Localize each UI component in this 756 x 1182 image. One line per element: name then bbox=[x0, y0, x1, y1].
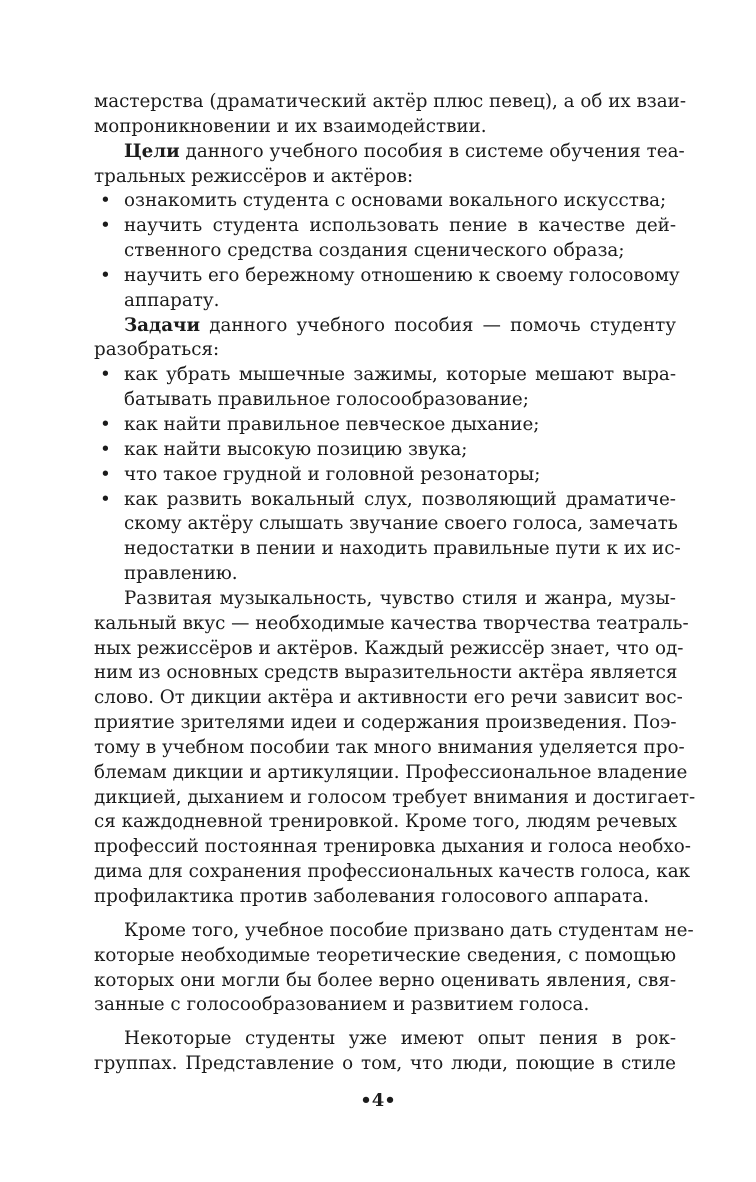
tasks-intro-text: данного учебного пособия — помочь студенту bbox=[200, 314, 676, 336]
text-line: слово. От дикции актёра и активности его речи зависит вос- bbox=[94, 687, 683, 709]
text-line: мастерства (драматический актёр плюс певец), а об их взаи- bbox=[94, 91, 687, 112]
list-item bbox=[94, 214, 676, 264]
text-line: • как найти высокую позицию звука; bbox=[94, 438, 676, 463]
text-line: • научить студента использовать пение в качестве дей- bbox=[94, 214, 676, 239]
text-line: Некоторые студенты уже имеют опыт пения в рок- bbox=[124, 1028, 676, 1050]
text-line: ся каждодневной тренировкой. Кроме того, людям речевых bbox=[94, 811, 677, 833]
tasks-heading-word: Задачи bbox=[124, 314, 200, 336]
goals-list bbox=[94, 189, 680, 313]
text-line: • как убрать мышечные зажимы, которые мешают выра- bbox=[94, 363, 676, 388]
text-line: ственного средства создания сценического образа; bbox=[124, 240, 625, 262]
text-line: кальный вкус — необходимые качества творчества театраль- bbox=[94, 612, 689, 634]
list-item bbox=[94, 463, 676, 488]
goals-intro-text: данного учебного пособия в системе обучения теа- bbox=[179, 140, 685, 162]
text-line: • ознакомить студента с основами вокального искусства; bbox=[94, 189, 676, 214]
bullet-icon: • bbox=[100, 488, 111, 510]
page-number: •4• bbox=[360, 1090, 396, 1111]
text-line: мопроникновении и их взаимодействии. bbox=[94, 115, 487, 137]
bullet-icon: • bbox=[100, 438, 111, 460]
paragraph-musicality bbox=[94, 587, 696, 910]
text-line: ных режиссёров и актёров. Каждый режиссёр знает, что од- bbox=[94, 637, 684, 659]
text-line: которые необходимые теоретические сведения, с помощью bbox=[94, 944, 676, 966]
text-line: профессий постоянная тренировка дыхания и голоса необхо- bbox=[94, 836, 691, 858]
list-item bbox=[94, 488, 681, 587]
bullet-icon: • bbox=[100, 215, 111, 237]
text-line: правлению. bbox=[124, 563, 238, 585]
text-line bbox=[94, 140, 685, 165]
list-item bbox=[94, 413, 676, 438]
text-line: недостатки в пении и находить правильные пути к их ис- bbox=[124, 538, 681, 560]
text-line: скому актёру слышать звучание своего голоса, замечать bbox=[124, 513, 678, 535]
page-body bbox=[94, 90, 696, 1077]
text-line: Развитая музыкальность, чувство стиля и жанра, музы- bbox=[124, 587, 676, 609]
goals-heading-word: Цели bbox=[124, 140, 180, 162]
text-line: тральных режиссёров и актёров: bbox=[94, 165, 414, 187]
text-line: группах. Представление о том, что люди, поющие в стиле bbox=[94, 1053, 676, 1075]
bullet-icon: • bbox=[100, 463, 111, 485]
paragraph-intro-continuation bbox=[94, 90, 687, 140]
text-line: блемам дикции и артикуляции. Профессиональное владение bbox=[94, 761, 688, 783]
text-line bbox=[94, 314, 676, 339]
paragraph-goals bbox=[94, 140, 685, 190]
list-item bbox=[94, 363, 676, 413]
bullet-icon: • bbox=[100, 264, 111, 286]
bullet-icon: • bbox=[100, 190, 111, 212]
text-line: • научить его бережному отношению к своему голосовому bbox=[94, 264, 676, 289]
bullet-icon: • bbox=[100, 364, 111, 386]
text-line: ним из основных средств выразительности актёра является bbox=[94, 662, 678, 684]
text-line: приятие зрителями идеи и содержания произведения. Поэ- bbox=[94, 712, 677, 734]
text-line: тому в учебном пособии так много внимания уделяется про- bbox=[94, 736, 685, 758]
paragraph-theory bbox=[94, 919, 694, 1018]
text-line: разобраться: bbox=[94, 339, 220, 361]
text-line: которых они могли бы более верно оценивать явления, свя- bbox=[94, 969, 676, 991]
text-line: • как развить вокальный слух, позволяющий драматиче- bbox=[94, 488, 676, 513]
text-line: дима для сохранения профессиональных качеств голоса, как bbox=[94, 861, 691, 883]
list-item bbox=[94, 438, 676, 463]
text-line: • как найти правильное певческое дыхание; bbox=[94, 413, 676, 438]
text-line: аппарату. bbox=[124, 289, 220, 311]
paragraph-tasks bbox=[94, 314, 676, 364]
list-item bbox=[94, 189, 676, 214]
text-line: дикцией, дыханием и голосом требует внимания и достигает- bbox=[94, 786, 696, 808]
bullet-icon: • bbox=[100, 413, 111, 435]
text-line: Кроме того, учебное пособие призвано дать студентам не- bbox=[124, 919, 694, 941]
text-line: батывать правильное голосообразование; bbox=[124, 389, 529, 411]
tasks-list bbox=[94, 363, 681, 587]
text-line: профилактика против заболевания голосового аппарата. bbox=[94, 886, 650, 907]
text-line: • что такое грудной и головной резонаторы; bbox=[94, 463, 676, 488]
text-line: занные с голосообразованием и развитием голоса. bbox=[94, 994, 590, 1016]
list-item bbox=[94, 264, 680, 314]
paragraph-rock bbox=[94, 1027, 676, 1077]
